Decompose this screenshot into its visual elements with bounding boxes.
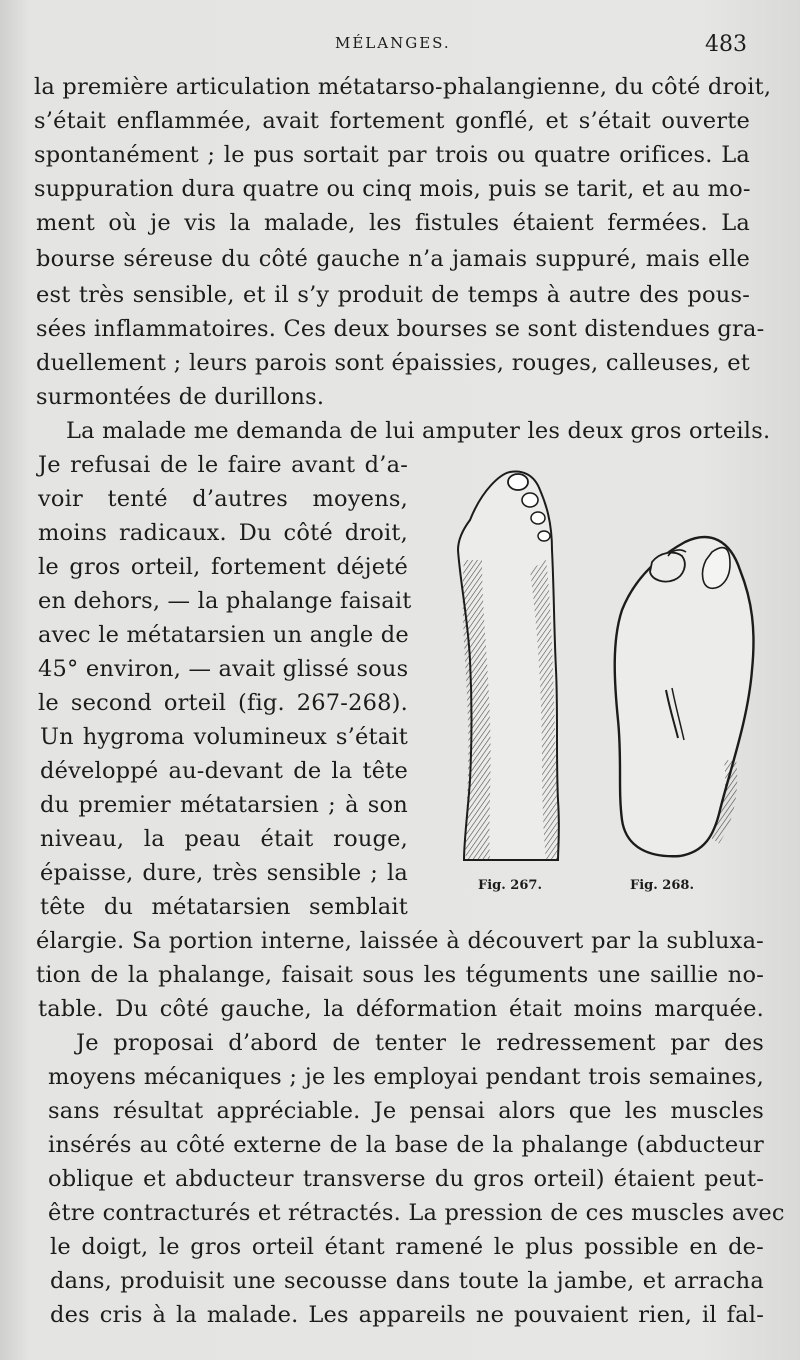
text-line: moyens mécaniques ; je les employai pendant trois semaines,: [48, 1064, 764, 1090]
text-line: suppuration dura quatre ou cinq mois, puis se tarit, et au mo-: [34, 176, 751, 202]
text-line: la première articulation métatarso-phalangienne, du côté droit,: [34, 74, 772, 100]
text-line: le second orteil (fig. 267-268).: [38, 690, 408, 716]
text-line: niveau, la peau était rouge,: [40, 826, 408, 852]
page-number: 483: [705, 32, 747, 57]
text-line: Un hygroma volumineux s’était: [40, 724, 408, 750]
text-line: bourse séreuse du côté gauche n’a jamais suppuré, mais elle: [36, 246, 750, 272]
foot-illustrations: [430, 460, 770, 870]
text-line: tion de la phalange, faisait sous les téguments une saillie no-: [36, 962, 764, 988]
text-line: en dehors, — la phalange faisait: [38, 588, 412, 614]
text-line: le gros orteil, fortement déjeté: [38, 554, 408, 580]
figure-267-caption: Fig. 267.: [478, 878, 542, 893]
figure-panel: [430, 460, 770, 900]
text-line: Je proposai d’abord de tenter le redressement par des: [76, 1030, 764, 1056]
text-line: 45° environ, — avait glissé sous: [38, 656, 409, 682]
text-line: est très sensible, et il s’y produit de temps à autre des pous-: [36, 282, 750, 308]
text-line: le doigt, le gros orteil étant ramené le plus possible en de-: [50, 1234, 764, 1260]
text-line: insérés au côté externe de la base de la phalange (abducteur: [48, 1132, 764, 1158]
text-line: duellement ; leurs parois sont épaissies, rouges, calleuses, et: [36, 350, 750, 376]
text-line: table. Du côté gauche, la déformation était moins marquée.: [38, 996, 764, 1022]
text-line: dans, produisit une secousse dans toute la jambe, et arracha: [50, 1268, 764, 1294]
text-line: élargie. Sa portion interne, laissée à découvert par la subluxa-: [36, 928, 764, 954]
text-line: spontanément ; le pus sortait par trois ou quatre orifices. La: [34, 142, 750, 168]
figure-268-caption: Fig. 268.: [630, 878, 694, 893]
text-line: sées inflammatoires. Ces deux bourses se sont distendues gra-: [36, 316, 765, 342]
figure-268-drawing: [615, 537, 754, 856]
text-line: épaisse, dure, très sensible ; la: [40, 860, 408, 886]
figure-267-drawing: [458, 472, 559, 860]
text-line: surmontées de durillons.: [36, 384, 325, 410]
text-line: du premier métatarsien ; à son: [40, 792, 408, 818]
text-line: oblique et abducteur transverse du gros orteil) étaient peut-: [48, 1166, 764, 1192]
text-line: avec le métatarsien un angle de: [38, 622, 409, 648]
text-line: développé au-devant de la tête: [40, 758, 408, 784]
page-header: [0, 30, 800, 60]
text-line: ment où je vis la malade, les fistules étaient fermées. La: [36, 210, 750, 236]
running-title: MÉLANGES.: [335, 34, 451, 52]
text-line: tête du métatarsien semblait: [40, 894, 408, 920]
text-line: moins radicaux. Du côté droit,: [38, 520, 408, 546]
text-line: Je refusai de le faire avant d’a-: [38, 452, 408, 478]
text-line: s’était enflammée, avait fortement gonflé, et s’était ouverte: [34, 108, 750, 134]
text-line: des cris à la malade. Les appareils ne pouvaient rien, il fal-: [50, 1302, 764, 1328]
text-line: La malade me demanda de lui amputer les deux gros orteils.: [66, 418, 771, 444]
text-line: voir tenté d’autres moyens,: [38, 486, 408, 512]
text-line: sans résultat appréciable. Je pensai alors que les muscles: [48, 1098, 764, 1124]
text-line: être contracturés et rétractés. La pression de ces muscles avec: [48, 1200, 785, 1226]
